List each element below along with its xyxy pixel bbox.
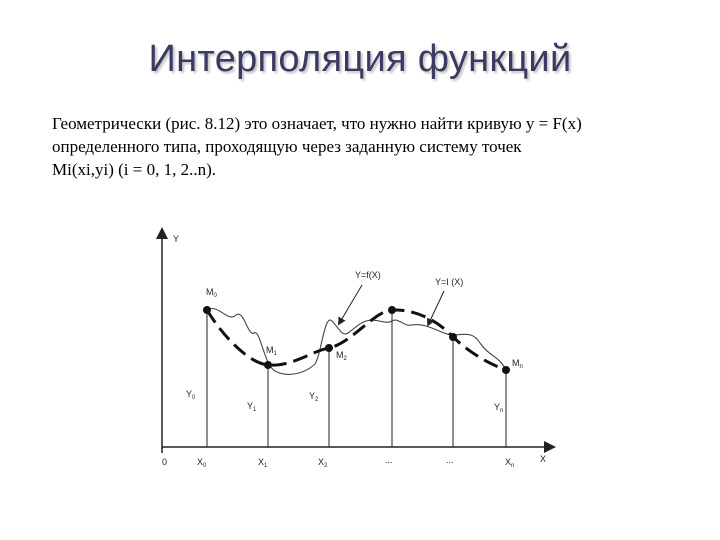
label-mn: $M_n$ xyxy=(512,358,523,370)
point-mn xyxy=(502,366,510,374)
origin-label: 0 xyxy=(162,457,168,467)
label-m2: $M_2$ xyxy=(336,350,347,362)
y-axis-label: Y xyxy=(173,234,180,244)
interpolation-figure xyxy=(140,225,570,480)
true-function-pointer xyxy=(340,285,362,322)
interpolant-label: Y=I (X) xyxy=(435,277,464,287)
label-y0: $Y_0$ xyxy=(186,389,196,401)
slide-title: Интерполяция функций xyxy=(148,38,572,80)
point-m2 xyxy=(325,344,333,352)
text-line-1: Геометрически (рис. 8.12) это означает, что нужно найти кривую y = F(x) xyxy=(52,114,582,133)
label-x1: $X_1$ xyxy=(258,457,268,469)
true-function-curve xyxy=(207,308,506,374)
text-line-2: определенного типа, проходящую через заданную систему точек xyxy=(52,137,522,156)
label-xn: $X_n$ xyxy=(505,457,515,469)
label-x0: $X_0$ xyxy=(197,457,207,469)
point-m1 xyxy=(264,361,272,369)
interpolant-curve xyxy=(207,310,506,370)
label-y1: $Y_1$ xyxy=(247,401,257,413)
label-m1: $M_1$ xyxy=(266,345,277,357)
label-m0: $M_0$ xyxy=(206,287,217,299)
point-m3 xyxy=(388,306,396,314)
label-yn: $Y_n$ xyxy=(494,402,504,414)
true-function-label: Y=f(X) xyxy=(355,270,381,280)
point-m4 xyxy=(449,333,457,341)
x-axis-label: X xyxy=(540,454,547,464)
label-x-ellipsis-1: ... xyxy=(385,455,393,465)
label-y2: $Y_2$ xyxy=(309,391,319,403)
label-x2: $X_2$ xyxy=(318,457,328,469)
interpolant-pointer xyxy=(429,291,444,323)
slide-text xyxy=(52,112,672,181)
text-line-3: Mi(xi,yi) (i = 0, 1, 2..n). xyxy=(52,160,216,179)
label-x-ellipsis-2: ... xyxy=(446,455,454,465)
point-m0 xyxy=(203,306,211,314)
